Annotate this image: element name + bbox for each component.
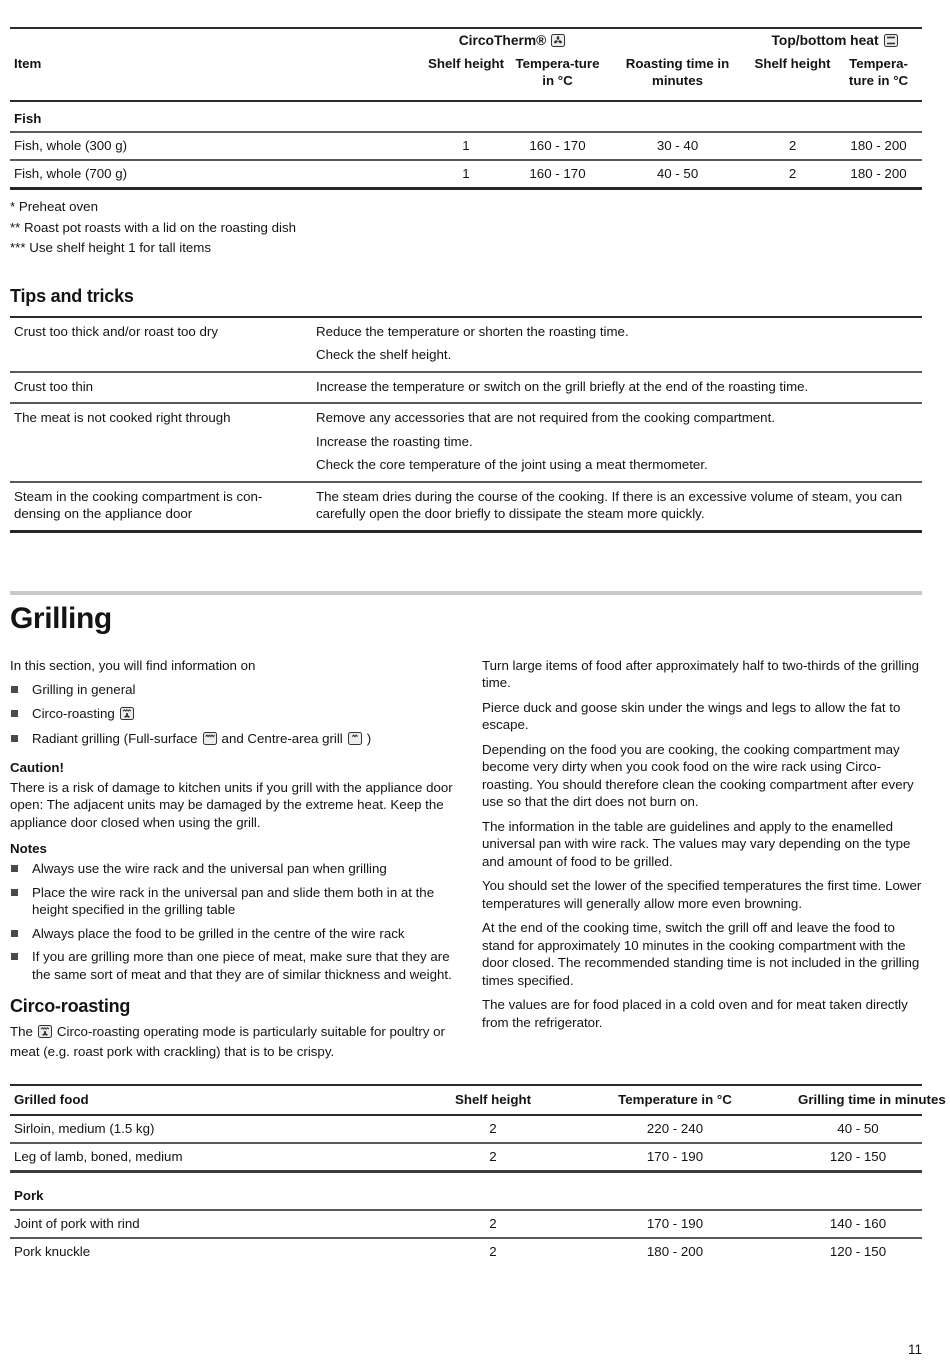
table-header-row bbox=[10, 1085, 922, 1115]
section-intro: In this section, you will find information on bbox=[10, 657, 256, 673]
cell-solution bbox=[312, 372, 922, 404]
cell-shelf: 2 bbox=[750, 132, 835, 160]
cell-time: 30 - 40 bbox=[605, 132, 750, 160]
paragraph: The values are for food placed in a cold oven and for meat taken directly from the refrigerator. bbox=[482, 997, 908, 1030]
table-row bbox=[10, 317, 922, 372]
caution-heading: Caution! bbox=[10, 759, 64, 775]
solution-text: Reduce the temperature or shorten the roasting time. bbox=[316, 323, 629, 339]
section-label-fish: Fish bbox=[10, 101, 922, 132]
square-bullet-icon bbox=[11, 735, 18, 742]
notes-list bbox=[10, 860, 460, 983]
list-item-text: Circo-roasting bbox=[32, 705, 115, 721]
cell-problem: Crust too thin bbox=[10, 372, 312, 404]
cell-shelf: 1 bbox=[422, 132, 510, 160]
col-header-grilling-time: Grilling time in minutes bbox=[794, 1085, 922, 1115]
table-row bbox=[10, 372, 922, 404]
cell-solution bbox=[312, 403, 922, 482]
empty-cell bbox=[605, 28, 750, 53]
table-row bbox=[10, 28, 922, 53]
table-row bbox=[10, 1238, 922, 1265]
cell-shelf: 2 bbox=[430, 1143, 556, 1172]
top-bottom-heat-icon bbox=[884, 34, 898, 50]
paragraph: Turn large items of food after approximately half to two-thirds of the grilling time. bbox=[482, 657, 920, 690]
centre-area-grill-icon bbox=[348, 732, 362, 750]
cell-temp: 170 - 190 bbox=[556, 1210, 794, 1238]
cell-item: Fish, whole (300 g) bbox=[10, 132, 422, 160]
list-item-text: If you are grilling more than one piece of meat, make sure that they are the same sort of meat and that they are of similar thickness and weight. bbox=[32, 949, 452, 982]
list-item-text: and Centre-area grill bbox=[221, 731, 343, 746]
list-item bbox=[10, 884, 460, 919]
grilling-chapter-heading: Grilling bbox=[10, 601, 112, 635]
roasting-table bbox=[10, 27, 922, 190]
square-bullet-icon bbox=[11, 710, 18, 717]
cell-shelf: 2 bbox=[489, 1244, 497, 1259]
cell-temp: 160 - 170 bbox=[510, 132, 605, 160]
cell-temp: 180 - 200 bbox=[835, 160, 922, 189]
square-bullet-icon bbox=[11, 930, 18, 937]
footnote: ** Roast pot roasts with a lid on the roasting dish bbox=[10, 219, 297, 235]
table-footnotes bbox=[10, 197, 922, 259]
cell-problem: The meat is not cooked right through bbox=[10, 403, 312, 482]
tips-and-tricks-heading: Tips and tricks bbox=[10, 285, 134, 306]
table-section-row bbox=[10, 1172, 922, 1211]
cell-shelf: 2 bbox=[430, 1210, 556, 1238]
paragraph: At the end of the cooking time, switch the grill off and leave the food to stand for approximately 10 minutes in the cooking compartment with the door closed. The recommended standing time is not included in the grilling times specified. bbox=[482, 920, 920, 988]
solution-text: The steam dries during the course of the cooking. If there is an excessive volume of steam, you can carefully open the door briefly to dissipate the steam more quickly. bbox=[316, 488, 903, 521]
col-header-shelf-height: Shelf height bbox=[422, 53, 510, 101]
paragraph: Depending on the food you are cooking, the cooking compartment may become very dirty when you cook food on the wire rack using Circo-roasting. You should therefore clean the cooking compartment after every use so that the dirt does not burn on. bbox=[482, 741, 914, 809]
text-fragment: The bbox=[10, 1024, 33, 1039]
cell-food: Leg of lamb, boned, medium bbox=[10, 1143, 430, 1172]
cell-shelf: 1 bbox=[422, 160, 510, 189]
cell-problem: Steam in the cooking compartment is con-densing on the appliance door bbox=[10, 482, 312, 532]
table-row bbox=[10, 482, 922, 532]
cell-food: Pork knuckle bbox=[14, 1244, 91, 1259]
list-item-text: ) bbox=[366, 731, 372, 746]
group-header-top-bottom-heat bbox=[750, 28, 922, 53]
cell-solution bbox=[312, 317, 922, 372]
table-row bbox=[10, 160, 922, 189]
paragraph: The information in the table are guidelines and apply to the enamelled universal pan with wire rack. The values may vary depending on the type and amount of food to be grilled. bbox=[482, 818, 911, 869]
cell-food: Sirloin, medium (1.5 kg) bbox=[10, 1115, 430, 1143]
list-item-text: Grilling in general bbox=[32, 682, 136, 697]
paragraph: You should set the lower of the specified temperatures the first time. Lower temperatures will generally allow more even browning. bbox=[482, 878, 922, 911]
cell-temp: 220 - 240 bbox=[556, 1115, 794, 1143]
cell-time: 120 - 150 bbox=[794, 1143, 922, 1172]
full-surface-grill-icon bbox=[203, 732, 217, 750]
circo-roasting-icon bbox=[38, 1025, 52, 1043]
right-column bbox=[482, 657, 922, 1061]
cell-shelf: 2 bbox=[430, 1115, 556, 1143]
list-item-text: Always use the wire rack and the universal pan when grilling bbox=[32, 861, 387, 876]
list-item bbox=[10, 948, 460, 983]
cell-item: Fish, whole (700 g) bbox=[10, 160, 422, 189]
cell-temp: 160 - 170 bbox=[510, 160, 605, 189]
two-column-text bbox=[10, 657, 922, 1061]
table-row bbox=[10, 1115, 922, 1143]
circo-roasting-text bbox=[10, 1023, 460, 1060]
footnote: *** Use shelf height 1 for tall items bbox=[10, 240, 212, 255]
cell-food: Joint of pork with rind bbox=[10, 1210, 430, 1238]
square-bullet-icon bbox=[11, 889, 18, 896]
table-header-row bbox=[10, 53, 922, 101]
col-header-shelf-height: Shelf height bbox=[430, 1085, 556, 1115]
cell-time: 40 - 50 bbox=[794, 1115, 922, 1143]
group-label: CircoTherm® bbox=[458, 33, 547, 48]
cell-time: 140 - 160 bbox=[794, 1210, 922, 1238]
cell-problem: Crust too thick and/or roast too dry bbox=[10, 317, 312, 372]
col-header-roasting-time: Roasting time in minutes bbox=[605, 53, 750, 101]
solution-text: Increase the temperature or switch on the grill briefly at the end of the roasting time. bbox=[316, 378, 809, 394]
caution-text: There is a risk of damage to kitchen units if you grill with the appliance door open: The adjacent units may be damaged by the extreme heat. Keep the appliance door closed when using the grill. bbox=[10, 779, 453, 830]
table-row bbox=[10, 1210, 922, 1238]
tips-table bbox=[10, 316, 922, 533]
col-header-grilled-food: Grilled food bbox=[10, 1085, 430, 1115]
table-row bbox=[10, 132, 922, 160]
list-item-text: Always place the food to be grilled in the centre of the wire rack bbox=[32, 925, 405, 941]
section-label-pork: Pork bbox=[10, 1172, 922, 1211]
cell-time: 120 - 150 bbox=[829, 1244, 887, 1259]
left-column bbox=[10, 657, 460, 1061]
text-fragment: Circo-roasting operating mode is particularly suitable for poultry or meat (e.g. roast pork with crackling) that is to be crispy. bbox=[10, 1024, 445, 1059]
cell-temp: 180 - 200 bbox=[646, 1244, 704, 1259]
table-section-row bbox=[10, 101, 922, 132]
solution-text: Check the shelf height. bbox=[316, 347, 452, 362]
chapter-divider-bar bbox=[10, 591, 922, 595]
cell-temp: 180 - 200 bbox=[835, 132, 922, 160]
list-item bbox=[10, 681, 460, 699]
empty-cell bbox=[10, 28, 422, 53]
list-item bbox=[10, 705, 460, 725]
paragraph: Pierce duck and goose skin under the wings and legs to allow the fat to escape. bbox=[482, 699, 901, 732]
col-header-temperature: Tempera-ture in °C bbox=[510, 53, 605, 101]
list-item-text: Place the wire rack in the universal pan and slide them both in at the height specified in the grilling table bbox=[32, 884, 435, 917]
topic-list bbox=[10, 681, 460, 750]
square-bullet-icon bbox=[11, 865, 18, 872]
group-label: Top/bottom heat bbox=[771, 33, 879, 48]
group-header-circotherm bbox=[422, 28, 605, 53]
solution-text: Check the core temperature of the joint using a meat thermometer. bbox=[316, 457, 708, 472]
col-header-shelf-height: Shelf height bbox=[750, 53, 835, 101]
square-bullet-icon bbox=[11, 686, 18, 693]
solution-text: Increase the roasting time. bbox=[316, 433, 473, 449]
page-number: 11 bbox=[907, 1342, 922, 1357]
grilling-table bbox=[10, 1084, 946, 1265]
cell-temp: 170 - 190 bbox=[556, 1143, 794, 1172]
list-item bbox=[10, 860, 460, 878]
cell-shelf: 2 bbox=[750, 160, 835, 189]
cell-solution bbox=[312, 482, 922, 532]
circo-roasting-heading: Circo-roasting bbox=[10, 996, 131, 1016]
footnote: * Preheat oven bbox=[10, 199, 98, 214]
notes-heading: Notes bbox=[10, 841, 47, 856]
circotherm-fan-icon bbox=[551, 34, 565, 50]
list-item bbox=[10, 730, 460, 750]
list-item-text: Radiant grilling (Full-surface bbox=[32, 731, 198, 746]
col-header-temperature: Tempera-ture in °C bbox=[835, 53, 922, 101]
circo-roasting-icon bbox=[120, 707, 134, 725]
solution-text: Remove any accessories that are not required from the cooking compartment. bbox=[316, 410, 775, 425]
cell-time: 40 - 50 bbox=[605, 160, 750, 189]
square-bullet-icon bbox=[11, 953, 18, 960]
table-row bbox=[10, 1143, 922, 1172]
col-header-item: Item bbox=[10, 53, 422, 101]
list-item bbox=[10, 925, 460, 943]
table-row bbox=[10, 403, 922, 482]
col-header-temperature: Temperature in °C bbox=[556, 1085, 794, 1115]
